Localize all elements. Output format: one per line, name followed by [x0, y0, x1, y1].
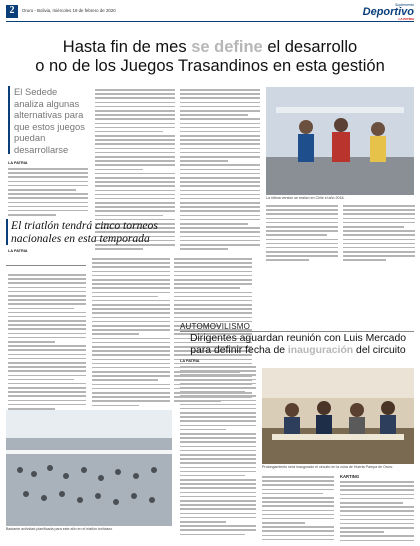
supplement-sub: LA PATRIA [398, 17, 414, 21]
headline-part1: Hasta fin de mes [62, 38, 187, 56]
headline-accent: se define [191, 38, 263, 56]
folio-date: Oruro - Bolivia, miércoles 19 de febrero de 2020 [22, 8, 116, 13]
triathlon-photo [6, 410, 172, 526]
main-headline-line2: o no de los Juegos Trasandinos en esta gestión [35, 57, 385, 75]
main-byline: LA PATRIA [8, 161, 28, 165]
karting-label-rule [180, 331, 414, 332]
page-number: 2 [6, 5, 18, 18]
main-body-col1 [8, 168, 88, 218]
karting-col3 [340, 481, 414, 544]
main-headline [10, 38, 410, 76]
header-rule [6, 21, 414, 22]
triathlon-col2 [92, 258, 170, 409]
karting-subhead: KARTING [340, 474, 360, 479]
race-crowd-photo-icon [6, 410, 172, 526]
main-headline-line1 [10, 38, 410, 57]
triathlon-photo-caption: Bastante actividad planificada para este año en el triatlón boliviano [6, 527, 113, 531]
karting-photo [262, 368, 414, 464]
karting-headline-part2: para definir fecha de [190, 345, 286, 356]
karting-byline: LA PATRIA [180, 359, 200, 363]
karting-headline [180, 333, 416, 357]
karting-headline-part3: del circuito [356, 345, 406, 356]
main-body-col4 [266, 205, 338, 264]
triathlon-byline: LA PATRIA [8, 249, 28, 253]
headline-part2: el desarrollo [267, 38, 358, 56]
triathlon-headline [6, 219, 176, 245]
section-divider [6, 265, 86, 266]
main-photo-caption: La última versión se realizó en Chile el año 2018. [266, 196, 345, 200]
karting-section-label: AUTOMOVILISMO [180, 322, 251, 331]
lead-text: El Sedede analiza algunas alternativas para que estos juegos puedan desarrollarse [14, 86, 85, 155]
karting-headline-line1: Dirigentes aguardan reunión con Luis Mercado [189, 333, 407, 344]
supplement-title: Deportivo [362, 6, 414, 18]
triathlon-col1 [8, 274, 86, 412]
supplement-logo [350, 3, 414, 21]
karting-col1 [180, 366, 256, 538]
athletes-photo-icon [266, 87, 414, 195]
karting-headline-line2 [180, 345, 416, 357]
lead-box [8, 86, 88, 154]
main-photo [266, 87, 414, 195]
supplement-label: Suplemento [394, 3, 414, 7]
main-body-col5 [343, 205, 415, 264]
karting-meeting-photo-icon [262, 368, 414, 464]
main-body-col3 [180, 89, 260, 252]
karting-photo-caption: Prolongamiento será inaugurado el circuito en la zona de Huerta Pampa de Oruro. [262, 465, 394, 469]
triathlon-headline-text: El triatlón tendrá cinco torneos nacionales en esta temporada [11, 219, 158, 246]
karting-headline-accent: inauguración [287, 345, 354, 356]
karting-col2 [262, 476, 334, 543]
